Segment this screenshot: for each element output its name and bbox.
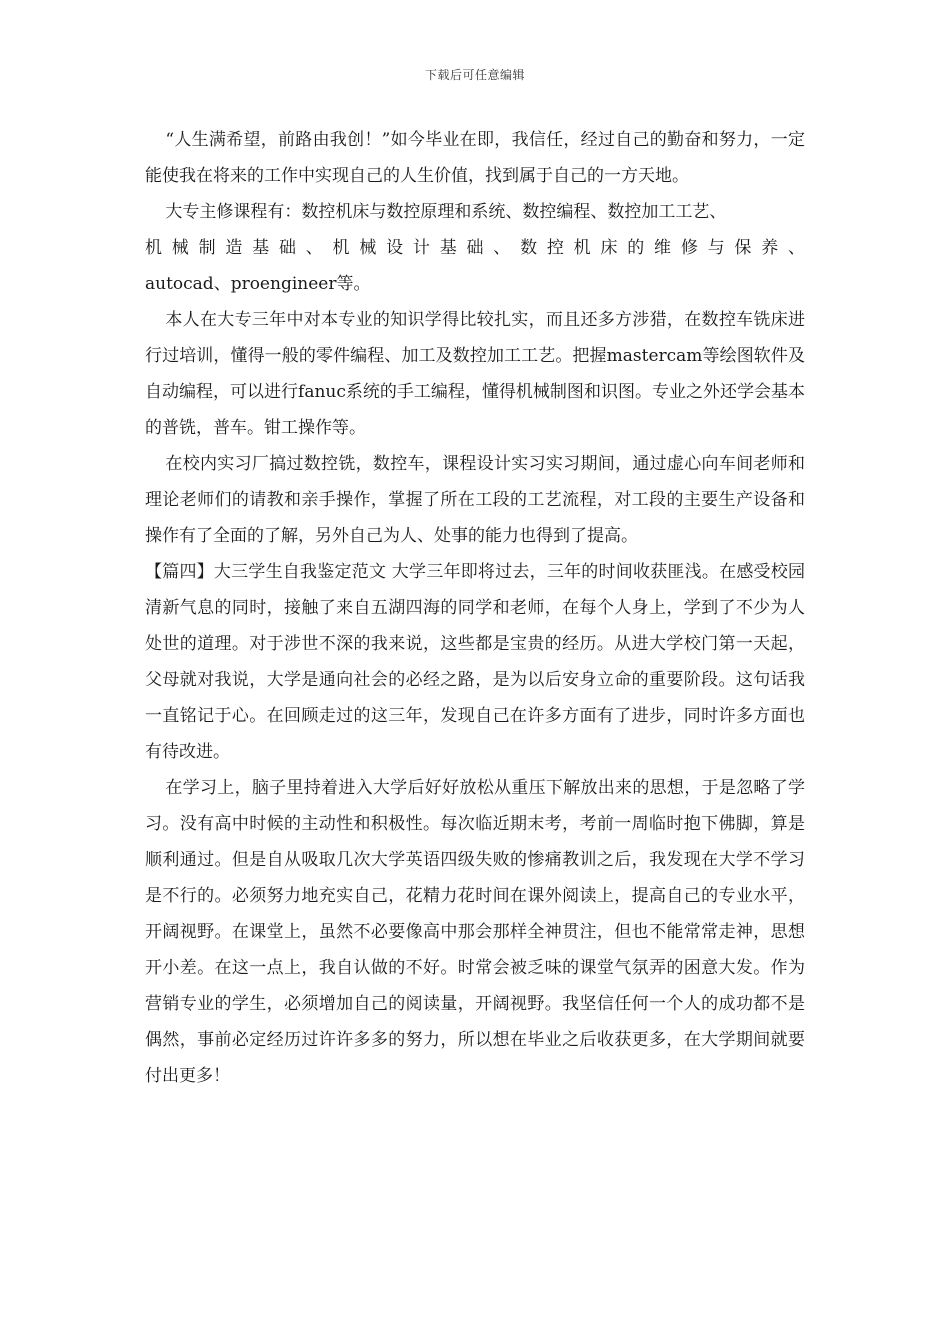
paragraph-study: 在学习上，脑子里持着进入大学后好好放松从重压下解放出来的思想，于是忽略了学习。没有高中时候的主动性和积极性。每次临近期末考，考前一周临时抱下佛脚，算是顺利通过。但是自从吸取几次大学英语四级失败的惨痛教训之后，我发现在大学不学习是不行的。必须努力地充实自己，花精力花时间在课外阅读上，提高自己的专业水平，开阔视野。在课堂上，虽然不必要像高中那会那样全神贯注，但也不能常常走神，思想开小差。在这一点上，我自认做的不好。时常会被乏味的课堂气氛弄的困意大发。作为营销专业的学生，必须增加自己的阅读量，开阔视野。我坚信任何一个人的成功都不是偶然，事前必定经历过许许多多的努力，所以想在毕业之后收获更多，在大学期间就要付出更多！ [145, 778, 805, 1086]
paragraph-intro: “人生满希望，前路由我创！”如今毕业在即，我信任，经过自己的勤奋和努力，一定能使我在将来的工作中实现自己的人生价值，找到属于自己的一方天地。 [145, 130, 805, 186]
paragraph-skills: 本人在大专三年中对本专业的知识学得比较扎实，而且还多方涉猎，在数控车铣床进行过培训，懂得一般的零件编程、加工及数控加工工艺。把握mastercam等绘图软件及自动编程，可以进行fanuc系统的手工编程，懂得机械制图和识图。专业之外还学会基本的普铣，普车。钳工操作等。 [145, 310, 805, 438]
paragraph-courses-line-2: 机械制造基础、机械设计基础、数控机床的维修与保养、 [145, 238, 805, 258]
paragraph-section-four: 【篇四】大三学生自我鉴定范文 大学三年即将过去，三年的时间收获匪浅。在感受校园清新气息的同时，接触了来自五湖四海的同学和老师，在每个人身上，学到了不少为人处世的道理。对于涉世不深的我来说，这些都是宝贵的经历。从进大学校门第一天起，父母就对我说，大学是通向社会的必经之路，是为以后安身立命的重要阶段。这句话我一直铭记于心。在回顾走过的这三年，发现自己在许多方面有了进步，同时许多方面也有待改进。 [145, 562, 805, 762]
paragraph-courses-line-1: 大专主修课程有：数控机床与数控原理和系统、数控编程、数控加工工艺、 [165, 202, 727, 222]
paragraph-courses-line-3: autocad、proengineer等。 [145, 274, 371, 294]
page-header: 下载后可任意编辑 [424, 68, 525, 82]
document-body [145, 122, 805, 1094]
paragraph-internship: 在校内实习厂搞过数控铣，数控车，课程设计实习实习期间，通过虚心向车间老师和理论老师们的请教和亲手操作，掌握了所在工段的工艺流程，对工段的主要生产设备和操作有了全面的了解，另外自己为人、处事的能力也得到了提高。 [145, 454, 805, 546]
